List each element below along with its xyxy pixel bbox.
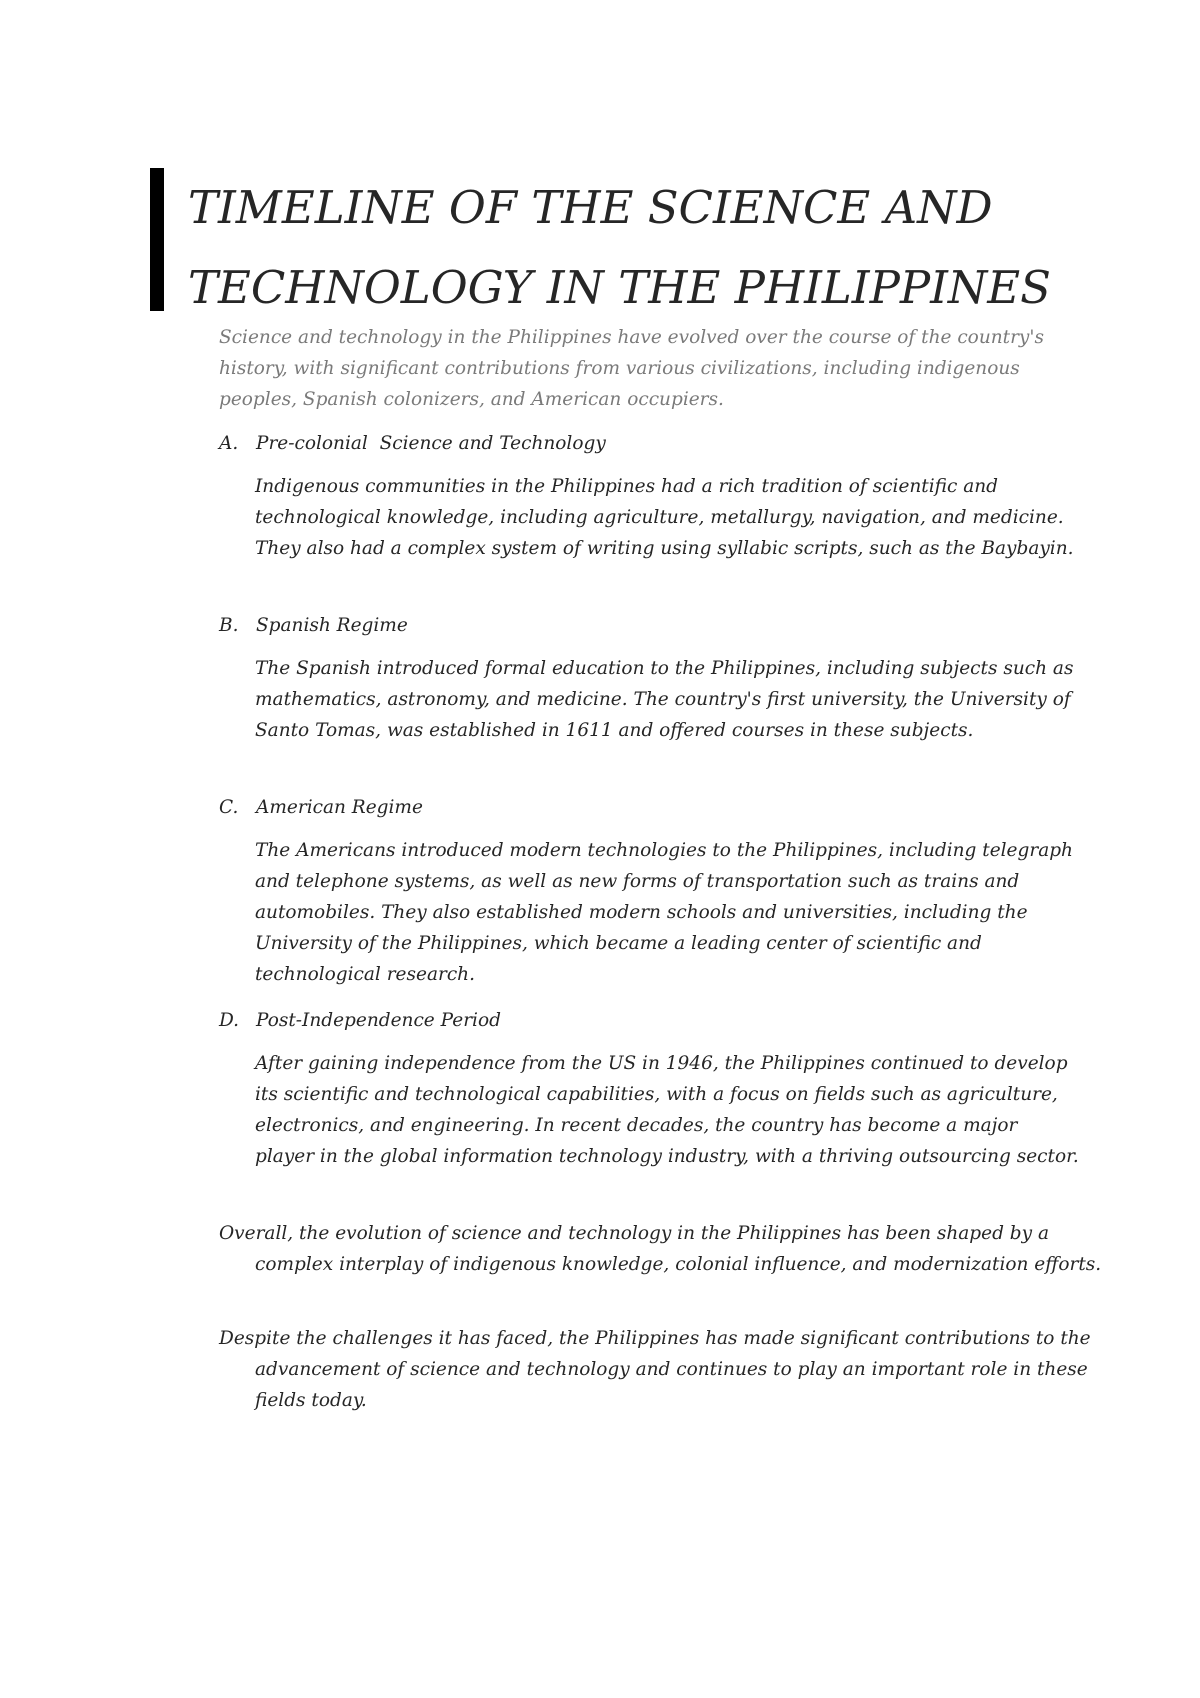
section-body-d: After gaining independence from the US in 1946, the Philippines continued to develop its scientific and technological capabilities, with a focus on fields such as agriculture, electronics, and engineering. In recent decades, the country has become a major player in the global information technology industry, with a thriving outsourcing sector.: [255, 1053, 1079, 1167]
section-letter: D.: [219, 1010, 240, 1031]
section-letter: A.: [219, 433, 239, 454]
section-body-a: Indigenous communities in the Philippines had a rich tradition of scientific and technological knowledge, including agriculture, metallurgy, navigation, and medicine. They also had a complex system of writing using syllabic scripts, such as the Baybayin.: [255, 476, 1074, 559]
section-heading-b: [219, 610, 408, 641]
title-line-1: TIMELINE OF THE SCIENCE AND: [188, 181, 993, 234]
title-line-2: TECHNOLOGY IN THE PHILIPPINES: [188, 261, 1051, 314]
section-body-c: The Americans introduced modern technologies to the Philippines, including telegraph and telephone systems, as well as new forms of transportation such as trains and automobiles. They also established modern schools and universities, including the University of the Philippines, which became a leading center of scientific and technological research.: [255, 840, 1073, 985]
closing-paragraph-1: Overall, the evolution of science and technology in the Philippines has been shaped by a complex interplay of indigenous knowledge, colonial influence, and modernization efforts.: [219, 1223, 1102, 1275]
section-body-b: The Spanish introduced formal education to the Philippines, including subjects such as mathematics, astronomy, and medicine. The country's first university, the University of Santo Tomas, was established in 1611 and offered courses in these subjects.: [255, 658, 1074, 741]
section-heading-c: [219, 792, 423, 823]
section-letter: B.: [219, 615, 239, 636]
section-title: Post-Independence Period: [256, 1010, 501, 1031]
document-title: [188, 168, 1088, 328]
closing-paragraph-2: Despite the challenges it has faced, the Philippines has made significant contributions to the advancement of science and technology and continues to play an important role in these fields today.: [219, 1328, 1091, 1411]
title-accent-bar: [150, 168, 164, 311]
section-title: Spanish Regime: [256, 615, 408, 636]
section-letter: C.: [219, 797, 239, 818]
section-heading-d: [219, 1005, 501, 1036]
section-heading-a: [219, 428, 606, 459]
intro-paragraph: Science and technology in the Philippines have evolved over the course of the country's history, with significant contributions from various civilizations, including indigenous peoples, Spanish colonizers, and American occupiers.: [219, 327, 1044, 410]
section-title: Pre-colonial Science and Technology: [256, 433, 606, 454]
section-title: American Regime: [256, 797, 423, 818]
